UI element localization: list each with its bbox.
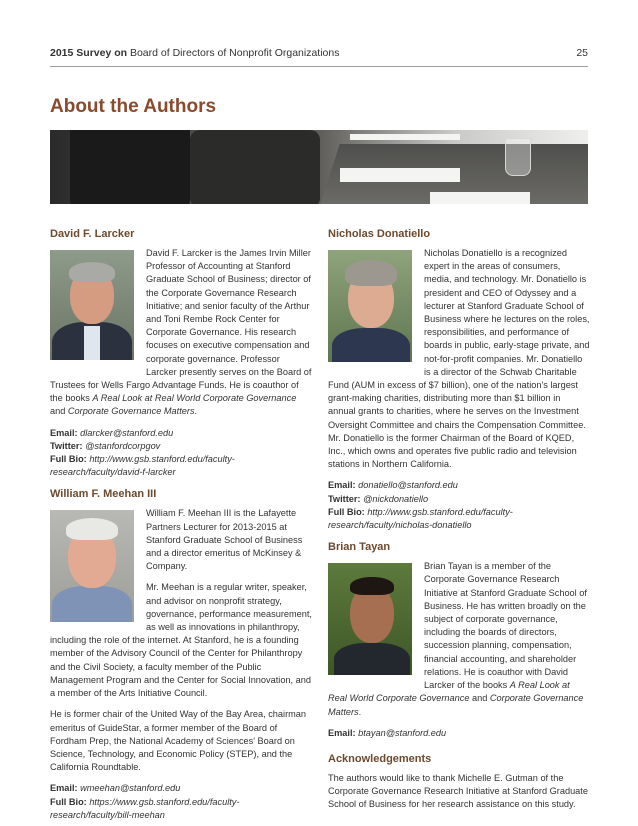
book-title: A Real Look at Real World Corporate Governance: [328, 680, 570, 704]
bio-label: Full Bio:: [50, 796, 87, 807]
email-label: Email:: [328, 480, 356, 491]
bio-link-line: [328, 506, 590, 532]
book-title: A Real Look at Real World Corporate Governance: [92, 393, 297, 404]
bio-link[interactable]: http://www.gsb.stanford.edu/faculty-research/faculty/nicholas-donatiello: [328, 506, 513, 531]
bio-meehan-p1: William F. Meehan III is the Lafayette Partners Lecturer for 2013-2015 at Stanford Graduate School of Business and a director emeritus of McKinsey & Company.: [146, 508, 303, 572]
twitter-link[interactable]: @stanfordcorpgov: [85, 440, 161, 451]
email-line: [50, 427, 312, 440]
page-number: 25: [576, 47, 588, 59]
running-header: [50, 47, 588, 63]
twitter-link[interactable]: @nickdonatiello: [363, 493, 429, 504]
bio-label: Full Bio:: [328, 506, 365, 517]
bio-link-line: [50, 453, 312, 479]
banner-glass: [505, 138, 531, 176]
email-line: [328, 727, 590, 740]
author-name-donatiello: Nicholas Donatiello: [328, 228, 431, 240]
boardroom-banner-image: [50, 130, 588, 204]
right-column: [328, 227, 590, 820]
bio-text: .: [194, 406, 198, 417]
email-link[interactable]: wmeehan@stanford.edu: [80, 783, 181, 794]
twitter-line: [328, 493, 590, 506]
banner-paper: [340, 168, 460, 182]
author-name-tayan: Brian Tayan: [328, 541, 391, 554]
header-survey-label: 2015 Survey on: [50, 47, 128, 59]
email-line: [328, 479, 590, 492]
twitter-line: [50, 440, 312, 453]
email-link[interactable]: btayan@stanford.edu: [358, 727, 447, 738]
author-name-larcker: David F. Larcker: [50, 228, 135, 240]
acknowledgements-heading: Acknowledgements: [328, 752, 432, 765]
bio-text: and: [469, 693, 490, 704]
bio-link-line: [50, 796, 312, 822]
banner-chair: [70, 130, 190, 204]
email-label: Email:: [50, 427, 78, 438]
portrait-meehan: [50, 510, 134, 622]
author-name-meehan: William F. Meehan III: [50, 488, 157, 501]
header-title: Board of Directors of Nonprofit Organizations: [127, 47, 340, 59]
header-divider: [50, 66, 588, 67]
banner-chair: [190, 130, 320, 204]
portrait-donatiello: [328, 250, 412, 362]
email-link[interactable]: dlarcker@stanford.edu: [80, 427, 174, 438]
email-line: [50, 782, 312, 795]
bio-text: David F. Larcker is the James Irvin Miller Professor of Accounting at Stanford Graduate School of Business; director of the Corporate Governance Research Initiative; and senior faculty of the Arthur and Toni Rembe Rock Center for Corporate Governance. His research focuses on executive compensation and corporate governance. Professor Larcker presently serves on the Board of Trustees for Wells Fargo Advantage Funds. He is coauthor of the books: [50, 248, 312, 404]
bio-meehan-p3: He is former chair of the United Way of the Bay Area, chairman emeritus of GuideStar, a former member of the Board of Fordham Prep, the National Academy of Sciences' Board on Science, Technology, and Economic Policy (STEP), and the California Roundtable.: [50, 709, 306, 773]
banner-paper: [430, 192, 530, 204]
bio-text: .: [358, 706, 362, 717]
bio-donatiello: Nicholas Donatiello is a recognized expert in the areas of consumers, media, and technology. Mr. Donatiello is president and CEO of Odyssey and a lecturer at Stanford Graduate School of Business where he lectures on the roles, responsibilities, and performance of boards in public, early-stage private, and not-for-profit companies. Mr. Donatiello is a director of the Schwab Charitable Fund (AUM in excess of $7 billion), one of the nation's largest grant-making charities, distributing more than $1 billion in annual grants to charities, where he serves on the Investment Oversight Committee and chairs the Compensation Committee. Mr. Donatiello is the former Chairman of the Board of KQED, Inc., which owns and operates five public radio and television stations in Northern California.: [328, 248, 590, 470]
banner-paper: [350, 134, 460, 140]
book-title: Corporate Governance Matters: [328, 693, 584, 717]
book-title: Corporate Governance Matters: [67, 406, 195, 417]
twitter-label: Twitter:: [50, 440, 83, 451]
bio-label: Full Bio:: [50, 454, 87, 465]
bio-text: Brian Tayan is a member of the Corporate Governance Research Initiative at Stanford Graduate School of Business. He has written broadly on the subject of corporate governance, including the boards of directors, succession planning, compensation, financial accounting, and shareholder relations. He is coauthor with David Larcker of the books: [424, 561, 587, 691]
bio-link[interactable]: https://www.gsb.stanford.edu/faculty-research/faculty/bill-meehan: [50, 796, 240, 820]
portrait-larcker: [50, 250, 134, 360]
email-label: Email:: [50, 783, 78, 794]
email-link[interactable]: donatiello@stanford.edu: [358, 480, 458, 491]
left-column: [50, 227, 312, 822]
page-title: About the Authors: [50, 96, 217, 117]
email-label: Email:: [328, 727, 356, 738]
bio-text: and: [50, 406, 68, 417]
bio-meehan-p2: Mr. Meehan is a regular writer, speaker, and advisor on nonprofit strategy, governance, performance measurement, as well as innovations in philanthropy, including the role of the internet. At Stanford, he is a founding member of the Advisory Council of the Center for Philanthropy and the Civil Society, a faculty member of the Public Management Program and the Center for Social Innovation, and a member of the Arts Initiative Council.: [50, 582, 312, 699]
bio-link[interactable]: http://www.gsb.stanford.edu/faculty-research/faculty/david-f-larcker: [50, 454, 235, 478]
portrait-tayan: [328, 563, 412, 675]
twitter-label: Twitter:: [328, 493, 361, 504]
acknowledgements-text: The authors would like to thank Michelle E. Gutman of the Corporate Governance Research Initiative at Stanford Graduate School of Business for her research assistance on this study.: [328, 772, 588, 810]
